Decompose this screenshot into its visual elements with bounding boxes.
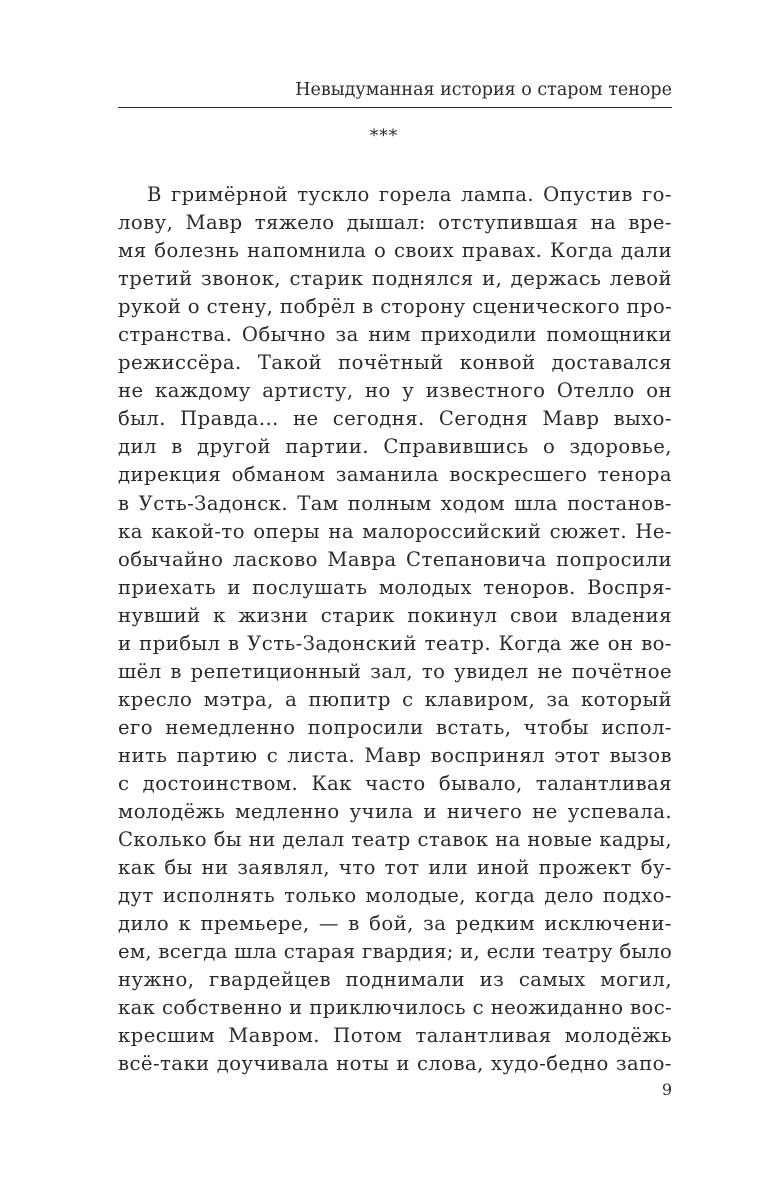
text-line: кресло мэтра, а пюпитр с клавиром, за который <box>118 687 672 711</box>
text-line: как бы ни заявлял, что тот или иной прожект бу- <box>118 856 672 880</box>
text-line: как собственно и приключилось с неожиданно вос- <box>118 996 672 1020</box>
text-line: странства. Обычно за ним приходили помощники <box>118 323 672 347</box>
text-line: нить партию с листа. Мавр воспринял этот вызов <box>118 743 672 767</box>
text-line: кресшим Мавром. Потом талантливая молодёжь <box>118 1024 672 1048</box>
text-line: обычайно ласково Мавра Степановича попросили <box>118 547 672 571</box>
text-line: молодёжь медленно учила и ничего не успевала. <box>118 800 672 824</box>
page-number: 9 <box>661 1080 672 1099</box>
text-line: мя болезнь напомнила о своих правах. Когда дали <box>118 239 672 263</box>
text-line: не каждому артисту, но у известного Отелло он <box>118 379 672 403</box>
header-rule <box>118 107 672 108</box>
text-line: дирекция обманом заманила воскресшего тенора <box>118 463 672 487</box>
text-line: Сколько бы ни делал театр ставок на новые кадры, <box>118 828 672 852</box>
text-line: лову, Мавр тяжело дышал: отступившая на вре- <box>118 211 672 235</box>
text-line: был. Правда... не сегодня. Сегодня Мавр выхо- <box>118 407 672 431</box>
text-line: приехать и послушать молодых теноров. Воспря- <box>118 575 672 599</box>
text-line: режиссёра. Такой почётный конвой доставался <box>118 351 672 375</box>
section-separator: *** <box>369 126 399 146</box>
text-line: нужно, гвардейцев поднимали из самых могил, <box>118 968 672 992</box>
text-line: нувший к жизни старик покинул свои владения <box>118 603 672 627</box>
text-line: в Усть-Задонск. Там полным ходом шла постанов- <box>118 491 672 515</box>
text-line: В гримёрной тускло горела лампа. Опустив го- <box>147 183 672 206</box>
text-line: его немедленно попросили встать, чтобы испол- <box>118 715 672 739</box>
text-line: с достоинством. Как часто бывало, талантливая <box>118 771 672 795</box>
running-header: Невыдуманная история о старом теноре <box>295 80 672 100</box>
text-line: шёл в репетиционный зал, то увидел не почётное <box>118 659 672 683</box>
text-line: всё-таки доучивала ноты и слова, худо-бедно запо- <box>118 1052 672 1076</box>
text-line: ка какой-то оперы на малороссийский сюжет. Не- <box>118 519 672 543</box>
text-line: дил в другой партии. Справившись о здоровье, <box>118 435 672 459</box>
text-line: третий звонок, старик поднялся и, держась левой <box>118 267 672 291</box>
text-line: дило к премьере, — в бой, за редким исключени- <box>118 912 672 936</box>
text-line: ем, всегда шла старая гвардия; и, если театру было <box>118 940 672 964</box>
text-line: и прибыл в Усть-Задонский театр. Когда же он во- <box>118 631 672 655</box>
text-line: рукой о стену, побрёл в сторону сценического про- <box>118 295 673 319</box>
text-line: дут исполнять только молодые, когда дело подхо- <box>118 884 672 908</box>
body-text <box>118 181 672 1079</box>
